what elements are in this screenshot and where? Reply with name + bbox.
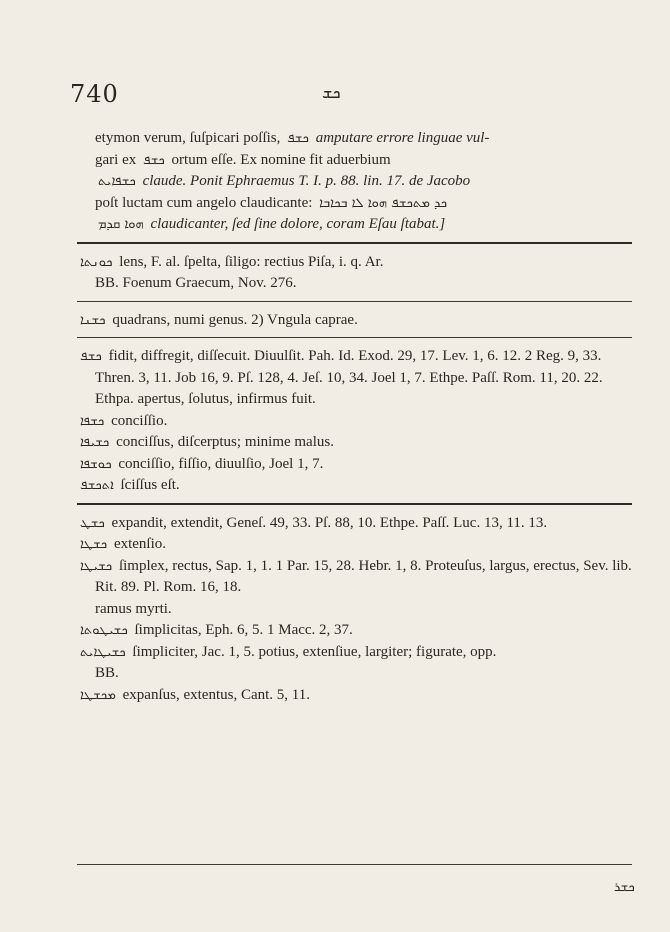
entry: ܟܫܛܐ extenſio. (80, 536, 167, 552)
syriac-word: ܟܫܦܐܝܬ (98, 174, 136, 189)
running-head: ܟܫ (322, 83, 341, 102)
syriac-word: ܟܫܦ (142, 152, 165, 168)
entry: ܟܫܛ expandit, extendit, Geneſ. 49, 33. Pſ. 88, 10. Ethpe. Paſſ. Luc. 13, 11. 13. (80, 514, 548, 531)
entry: ܟܫܦܐ conciſſio. (80, 412, 168, 429)
divider (77, 337, 632, 338)
divider (77, 301, 632, 302)
catchword: ܟܫܪ (614, 880, 635, 895)
entry: ܡܟܫܛܐ expanſus, extentus, Cant. 5, 11. (80, 686, 310, 703)
divider (77, 242, 632, 244)
divider (77, 503, 632, 505)
page-number: 740 (70, 80, 119, 108)
syriac-word: ܟܫܦ (287, 131, 309, 146)
entry: ܟܫܝܛܐ ſimplex, rectus, Sap. 1, 1. 1 Par. 15, 28. Hebr. 1, 8. Proteuſus, largus, erectus, Sev. lib. Rit. 89. Pl. Rom. 16, 18. ramus myrti. (80, 557, 632, 617)
entry: ܟܫܦ fidit, diffregit, diſſecuit. Diuulſit. Pah. Id. Exod. 29, 17. Lev. 1, 6. 12. 2 Reg. 9, 33. Thren. 3, 11. Job 16, 9. Pſ. 128, 4. Jeſ. 10, 34. Joel 1, 7. Ethpe. Paſſ. Rom. 11, 20. 22. Ethpa. apertus, ſolutus, infirmus fuit. (80, 348, 603, 407)
entry: ܟܘܢܬܐ lens, F. al. ſpelta, ſiligo: rectius Piſa, i. q. Ar. BB. Foenum Graecum, Nov. 276. (80, 253, 384, 291)
paragraph-etymon: etymon verum, ſuſpicari poſſis, ܟܫܦ amputare errore linguae vul- gari ex ܟܫܦ ortum eſſe. Ex nomine fit aduerbium ܟܫܦܐܝܬ claude. Ponit Ephraemus T. I. p. 88. lin. 17. de Jacobo poſt luctam cum angelo claudicante: ܟܕ ܡܬܟܫܦ ܗܘܐ ܠܐ ܒܟܐܒܐ ܗܘܐ ܩܕܡ claudicanter, ſed ſine dolore, coram Eſau ſtabat.] (95, 130, 490, 232)
entry: ܟܫܝܦܐ conciſſus, diſcerptus; minime malus. (80, 434, 334, 450)
entry: ܐܬܟܫܦ ſciſſus eſt. (80, 477, 180, 493)
entry: ܟܫܝܛܘܬܐ ſimplicitas, Eph. 6, 5. 1 Macc. 2, 37. (80, 622, 353, 638)
entry: ܟܫܢܐ quadrans, numi genus. 2) Vngula caprae. (80, 311, 358, 328)
page-body (77, 128, 632, 706)
syriac-phrase: ܗܘܐ ܩܕܡ (98, 217, 144, 232)
bottom-divider (77, 864, 632, 865)
entry: ܟܫܝܛܐܝܬ ſimpliciter, Jac. 1, 5. potius, extenſiue, largiter; figurate, opp. BB. (80, 643, 497, 681)
entry: ܟܘܫܦܐ conciſſio, fiſſio, diuulſio, Joel 1, 7. (80, 455, 324, 472)
syriac-phrase: ܟܕ ܡܬܟܫܦ ܗܘܐ ܠܐ ܒܟܐܒܐ (319, 195, 447, 211)
